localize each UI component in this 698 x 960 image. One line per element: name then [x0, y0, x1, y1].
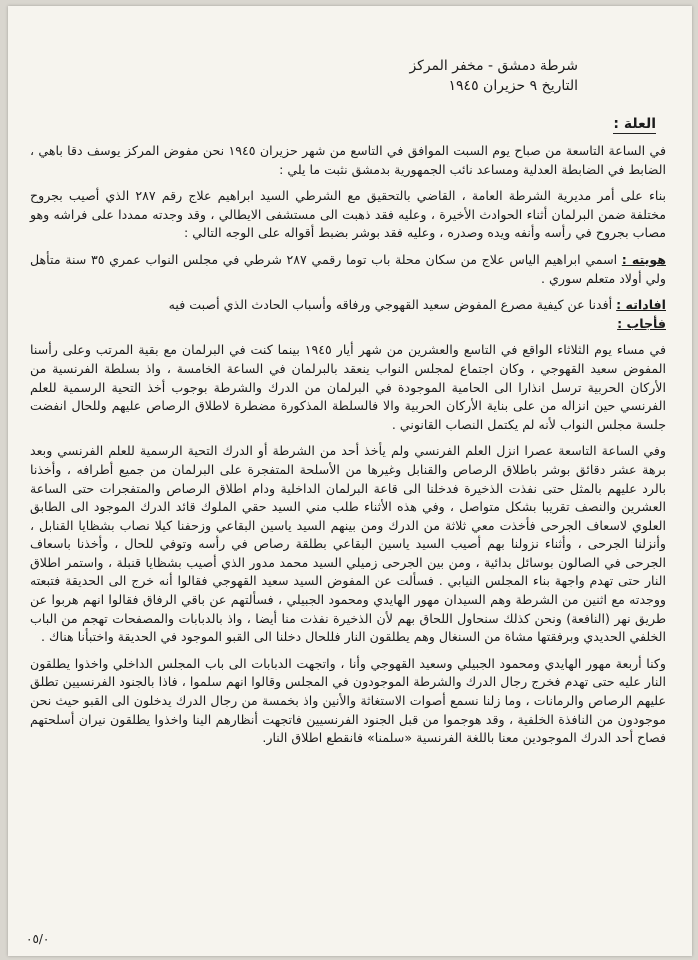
- statement-paragraph: [30, 296, 666, 333]
- identity-paragraph: [30, 251, 666, 288]
- header-office-line: شرطة دمشق - مخفر المركز: [409, 58, 578, 74]
- header-date-line: التاريخ ٩ حزيران ١٩٤٥: [448, 78, 578, 94]
- identity-text: اسمي ابراهيم الياس علاج من سكان محلة باب توما رقمي ٢٨٧ شرطي في مجلس النواب عمري ٣٥ سنة متأهل ولي أولاد متعلم سوري .: [30, 251, 666, 286]
- paragraph-order: بناء على أمر مديرية الشرطة العامة ، القاضي بالتحقيق مع الشرطي السيد ابراهيم علاج رقم ٢٨٧ الذي أصيب بجروح مختلفة ضمن البرلمان أثناء الحوادث الأخيرة ، وعليه فقد ذهبت الى مستشفى الايطالي ، وقد وجدته ممددا على فراشه وهو مصاب بجروح في رأسه وأنفه ويده وصدره ، وعليه فقد بوشر بضبط أقواله على الوجه التالي :: [30, 188, 667, 241]
- paragraph-intro: في الساعة التاسعة من صباح يوم السبت الموافق في التاسع من شهر حزيران ١٩٤٥ نحن مفوض المركز يوسف دقا باهي ، الضابط في الضابطة العدلية ومساعد نائب الجمهورية بدمشق نثبت ما يلي :: [30, 143, 667, 177]
- statement-label: افاداته :: [616, 297, 666, 313]
- document-body: [30, 142, 666, 756]
- statement-text: أفدنا عن كيفية مصرع المفوض سعيد القهوجي ورفاقه وأسباب الحادث الذي أصبت فيه: [168, 297, 613, 313]
- document-page: [8, 6, 692, 956]
- paragraph-narrative-3: وكنا أربعة مهور الهايدي ومحمود الجبيلي وسعيد القهوجي وأنا ، واتجهت الدبابات الى باب المجلس الداخلي واخذوا يطلقون النار عليه حتى تهدم فخرج رجال الدرك والشرطة الموجودون في المجلس وقالوا انهم سلموا ، فاذا بالجنود الفرنسيين تطلق عليهم الرصاص والرمانات ، وما زلنا نسمع أصوات الاستغاثة والأنين واذ بخمسة من رجال الدرك يدخلون الى القبو حيث نحن موجودون من النافذة الخلفية ، وقد هوجموا من قبل الجنود الفرنسيين فاتجهت أنظارهم الينا واخذوا يطلقون نيران أسلحتهم فصاح أحد الدرك الموجودين معنا باللغة الفرنسية «سلمنا» فانقطع اطلاق النار.: [30, 655, 666, 746]
- paragraph-narrative-2: وفي الساعة التاسعة عصرا انزل العلم الفرنسي ولم يأخذ أحد من الشرطة أو الدرك التحية الرسمية للعلم الفرنسي وبعد برهة عشر دقائق بوشر باطلاق الرصاص والقنابل وغيرها من الأسلحة المتفجرة على البرلمان من جميع أطرافه ، وأخذنا بالرد عليهم بالمثل حتى نفذت الذخيرة فدخلنا الى قاعة البرلمان الداخلية ودام اطلاق الرصاص والمتفجرات حتى الساعة العشرين والنصف تقريبا بشكل متواصل ، وفي هذه الأثناء طلب مني السيد حقي الملوك قائد الدرك الموجود الى الطابق العلوي لاسعاف الجرحى فأخذت معي ثلاثة من الدرك ومن بينهم السيد ياسين البقاعي وزحفنا كيلا نصاب بشظايا القنابل ، وأنزلنا الجرحى ، وأثناء نزولنا بهم أصيب السيد ياسين البقاعي بطلقة رصاص في رأسه وتوفي للحال ، وأخذنا باسعاف الجرحى في الصالون بوسائل بدائية ، ومن بين الجرحى زميلي السيد محمد مدور الذي أصيب بشظايا قنبلة ، واستمر اطلاق النار حتى تهدم واجهة بناء المجلس النيابي . فسألت عن المفوض السيد سعيد القهوجي فقالوا أنه خرج الى الحديقة فتبعته ووجدته مع اثنين من الشرطة وهم السيدان مهور الهايدي ومحمود الجبيلي ، فسألتهم عن باقي الرفاق فقالوا انهم هربوا عن طريق نهر (النافعة) ونحن كذلك سنحاول اللحاق بهم لأن الذخيرة نفذت منا أيضا ، واذ بالدبابات والمصفحات تهجم من الباب الخلفي الحديدي وبرفقتها مشاة من السنغال وهم يطلقون النار فللحال دخلنا الى القبو الموجود في الحديقة واختبأنا هناك .: [30, 443, 666, 645]
- paragraph-narrative-1: في مساء يوم الثلاثاء الواقع في التاسع والعشرين من شهر أيار ١٩٤٥ بينما كنت في البرلمان مع بقية المرتب وعلى رأسنا المفوض سعيد القهوجي ، وكان اجتماع لمجلس النواب ينعقد بالبرلمان في الساعة الخامسة ، واذ بسلطة الفرنسية من الأركان الحربية ترسل انذارا الى الحامية الموجودة في البرلمان من الدرك والشرطة بوجوب أخذ التحية الرسمية للعلم الفرنسي حين انزاله من على بناية الأركان الحربية والا فالسلطة المذكورة مضطرة لاطلاق الرصاص عليهم وللحال انفضت جلسة مجلس النواب لأنه لم يكتمل النصاب القانوني .: [30, 342, 666, 432]
- identity-label: هويته :: [621, 251, 666, 267]
- document-header: [338, 56, 578, 96]
- page-number: ٠٥/٠: [26, 932, 50, 946]
- answer-label: فأجاب :: [617, 315, 666, 331]
- section-heading: العلة :: [613, 116, 656, 132]
